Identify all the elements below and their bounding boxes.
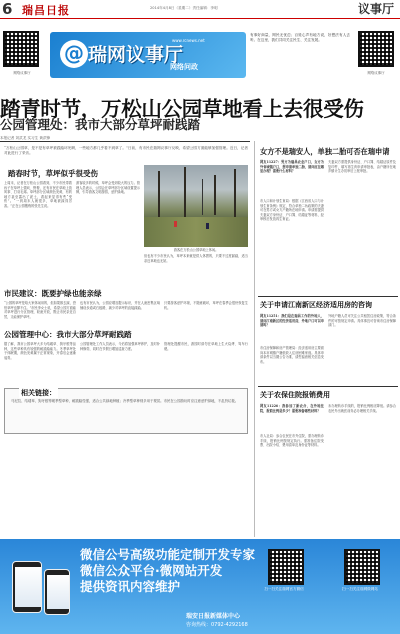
ad-line-1: 微信公号高级功能定制开发专家: [80, 547, 256, 562]
right3-answer: 市人社局：参合农民在市外住院，需办理转诊手续，报销比例按规定执行。需准备住院发票、出院小结、费用清单及身份证等材料。: [260, 434, 324, 448]
ad-line-3: 提供资讯内容维护: [80, 579, 181, 594]
section3-body-cont: 公园管理处工作人员表示，今后将加强草坪养护，及时补种修剪，同时在节假日增加巡查力度。: [80, 342, 160, 351]
section1-body-cont: 游客较多的时候，草坪会受到较大的压力。管理人员表示，公园会在草坪部分区域设置提示牌，引导游客文明游园，爱护绿地。: [76, 181, 140, 195]
section2-body-cont: 也有市民认为，公园应增加提示标识，并在人流密集区域铺设步道或石板路，减少对草坪的直接踩踏。: [80, 301, 160, 310]
column-banner: [50, 32, 246, 78]
right1-answer: 市人口和计划生育局：根据《江西省人口与计划生育条例》规定，符合单独二孩政策的夫妻可在男方或女方户籍所在地申请。申请需提供夫妻双方身份证、户口簿、结婚证等材料，经审核后发放再生育证。: [260, 199, 324, 222]
divider: [258, 386, 398, 387]
left-qr-caption: 网络议事厅: [13, 71, 31, 75]
left-qr-code: [3, 31, 39, 67]
lead-paragraph: “万松山公园草，是不是有草坪被践踏坏死啊，一些地方都几乎看不到草了。”日前，有市民在瑞网议事厅反映，希望公园方面能够加强管理。近日，记者对此进行了采访。: [4, 146, 248, 156]
photo-caption: 游客在万松山公园草地上休闲。: [173, 248, 219, 252]
divider: [0, 141, 250, 142]
right-qr-code: [358, 31, 394, 67]
section2-heading: 市民建议：既要护绿也能亲绿: [4, 289, 102, 298]
section1-body: 上周末，记者在万松山公园看到，不少市民带着孩子在草坪上嬉戏、野餐，还有市民在草地上放风筝、打羽毛球。草坪部分区域颜色发黄，有的地方甚至露出了泥土，看起来显得有些“受伤”。“一到周末人就很多，草地被踩得厉害。”正在公园锻炼的张先生说。: [4, 181, 72, 208]
related-links-box: [4, 388, 248, 434]
right1-question: 网友11227：男方为瑞昌农业户口，女方为外省城镇户口，想申请单独二胎，请问应在哪里办理？需要什么材料？: [260, 160, 324, 174]
section3-heading: 公园管理中心：我市大部分草坪耐践踏: [4, 330, 132, 339]
at-logo-icon: @: [60, 40, 88, 68]
section-title: 议事厅: [358, 2, 395, 16]
right3-heading: 关于农保住院报销费用: [260, 391, 330, 399]
ad-footer-phone: 咨询热线：0792-4292168: [186, 622, 248, 628]
right3-answer-cont: 未办理转诊手续的，报销比例相应降低。请参合农民外出就医前务必办理相关手续。: [328, 404, 396, 413]
ad-footer-name: 瑞安日报新媒体中心: [186, 613, 241, 620]
newspaper-title: 瑞昌日报: [22, 4, 70, 17]
right3-question: 网友11226：我参加了新农合，在外地住院，报销比例是多少？需要准备哪些材料？: [260, 404, 324, 413]
right-qr-caption: 网络议事厅: [367, 71, 385, 75]
sub-headline: 公园管理处：我市大部分草坪耐践踏: [0, 117, 201, 132]
wechat-qr-caption-1: 扫一扫关注瑞网官方微信: [264, 587, 304, 591]
section2-body-cont2: 只要游客爱护环境，不随意破坏，草坪在春季会很快恢复生机。: [164, 301, 248, 310]
banner-description: 有事好商量，网民无忧虑；百姓心声有地方说，好想法有人去听。在这里，我们共同关注民生、关注发展。: [250, 33, 350, 43]
right2-answer-cont: 外地户籍人员可关注公共租赁住房政策，符合条件的可按规定申请。具体事宜可咨询市住房保障部门。: [328, 314, 396, 328]
phone-illustration: [12, 561, 42, 613]
banner-url: www.rcnews.net: [172, 38, 205, 43]
section2-body: “公园的草坪是给大家休闲用的，但如果都去踩，恐怕草坪也撑不住。”市民李女士说，希望公园方面能对草坪进行分区管理，轮流开放，既让市民亲近自然，又能保护草坪。: [4, 301, 76, 319]
main-headline: 踏青时节，万松山公园草地看上去很受伤: [0, 97, 364, 121]
issue-meta: 2014年4月8日（星期二）责任编辑：李明: [150, 6, 218, 10]
park-photo: [144, 165, 248, 247]
photo-side-text: 但也有不少市民认为，草坪本来就是供人休憩的，只要不过度踩踏，适当亲近草地也无妨。: [144, 254, 248, 263]
banner-title: 瑞网议事厅: [88, 44, 184, 66]
page-number: 6: [2, 0, 13, 18]
wechat-qr-code-1: [268, 549, 304, 585]
related-links-heading: 相关链接：: [21, 389, 56, 397]
right2-question: 网友11251：我们是在瑞昌工作的外地人，请问江南新区的经济适用房，外地户口可以申请吗？: [260, 314, 324, 328]
section1-heading: 踏春时节，草坪似乎很受伤: [8, 169, 98, 178]
section3-body: 据了解，我市公园草坪大多为结缕草、狗牙根等品种，这些草种具有较强的耐践踏能力。冬季草坪处于休眠期，颜色发黄属于正常现象，开春后会逐渐返青。: [4, 342, 76, 360]
right2-answer: 市住房保障和房产管理局：经济适用房主要面向本市城镇户籍低收入住房困难家庭。具体申请条件以当期公告为准，请您留意相关信息发布。: [260, 346, 324, 364]
column-divider: [254, 141, 255, 537]
section3-body-cont2: 管理处提醒市民，游园时请勿在草地上生火烧烤、驾车行驶。: [164, 342, 248, 351]
phone-illustration: [44, 569, 70, 615]
page-header: [0, 0, 400, 19]
right1-heading: 女方不是瑞安人，单独二胎可否在瑞申请: [260, 147, 390, 156]
wechat-advertisement: [0, 539, 400, 634]
wechat-qr-caption-2: 扫一扫关注瑞网微网站: [342, 587, 378, 591]
ad-line-2: 微信公众平台·微网站开发: [80, 563, 223, 578]
related-links-body: 马尼拉、结缕草、狗牙根等暖季型草种，耐践踏性强，适合公共绿地种植；冷季型草种则多用于观赏。市民在公园游玩时应注意爱护绿地，不乱扔垃圾。: [11, 399, 239, 403]
right2-heading: 关于申请江南新区经济适用房的咨询: [260, 301, 372, 309]
right1-answer-cont: 夫妻双方需提供身份证、户口簿、结婚证原件及复印件，填写再生育申请审批表，由户籍所在地乡镇计生办初审后上报审批。: [328, 160, 396, 174]
divider: [258, 296, 398, 297]
wechat-qr-code-2: [344, 549, 380, 585]
byline: 本报记者 刘武龙 实习生 黄洪锋: [0, 136, 51, 140]
banner-subtitle: 网络问政: [170, 63, 198, 71]
